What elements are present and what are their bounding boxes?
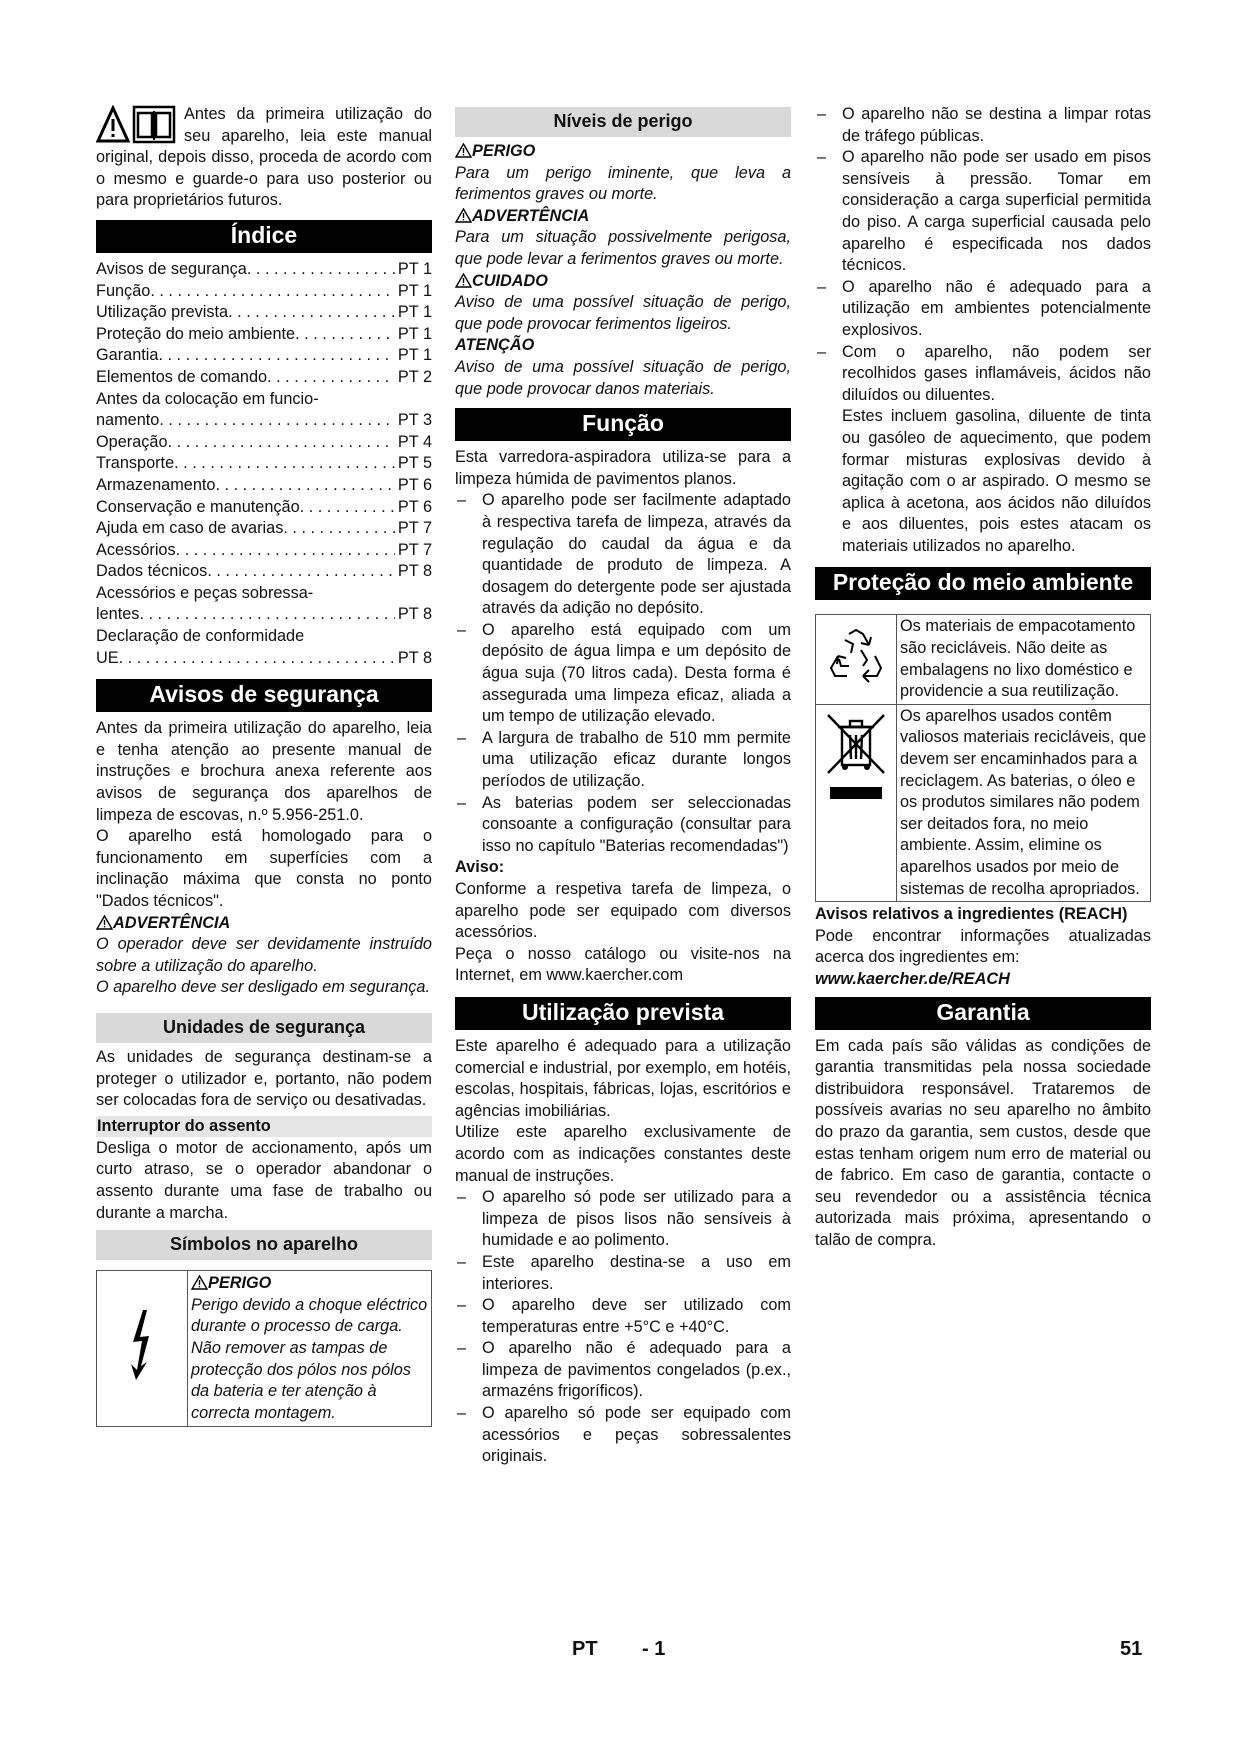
environment-table	[815, 614, 1151, 902]
list-item: – O aparelho está equipado com um depósito de água limpa e um depósito de água suja (70 litros cada). Desta forma é assegurada uma limpeza eficaz, aliada a um tempo de utilização elevado.	[455, 620, 791, 728]
intended-use-p1: Este aparelho é adequado para a utilização comercial e industrial, por exemplo, em hotéis, escolas, hospitais, fábricas, lojas, escritórios e agências imobiliárias.	[455, 1036, 791, 1120]
toc-item-label: Garantia	[96, 346, 159, 365]
reach-link[interactable]: www.kaercher.de/REACH	[815, 969, 1010, 988]
function-list	[455, 490, 791, 857]
toc-item[interactable]	[96, 345, 432, 367]
danger-level-text: Aviso de uma possível situação de perigo, que pode provocar ferimentos ligeiros.	[455, 293, 791, 333]
intro-text: Antes da primeira utilização do seu aparelho, leia este manual original, depois disso, proceda de acordo com o mesmo e guarde-o para uso posterior ou para proprietários futuros.	[96, 105, 432, 210]
function-note-2: Peça o nosso catálogo ou visite-nos na Internet, em www.kaercher.com	[455, 944, 791, 985]
toc-item[interactable]	[96, 281, 432, 303]
toc-item-page: PT 2	[397, 367, 432, 386]
danger-levels-list	[455, 141, 791, 400]
warning-icon	[455, 273, 472, 288]
danger-level-text: Aviso de uma possível situação de perigo, que pode provocar danos materiais.	[455, 357, 791, 398]
toc-item-page: PT 1	[397, 259, 432, 278]
seat-switch-heading: Interruptor do assento	[96, 1116, 432, 1137]
toc-item-page: PT 8	[397, 605, 432, 624]
toc-item[interactable]	[96, 259, 432, 281]
intended-use-extra: Estes incluem gasolina, diluente de tinta ou gasóleo de aquecimento, que podem formar misturas explosivas devido à agitação com o ar aspirado. O mesmo se aplica à acetona, aos ácidos não diluídos e aos diluentes, pois estes atacam os materiais utilizados no aparelho.	[842, 407, 1151, 555]
toc-item[interactable]	[96, 604, 432, 626]
intended-use-list-continued	[815, 104, 1151, 406]
recycling-symbol-cell	[816, 615, 897, 704]
danger-level-label: PERIGO	[455, 141, 791, 163]
list-item: – O aparelho não se destina a limpar rotas de tráfego públicas.	[815, 104, 1151, 147]
danger-level-label: CUIDADO	[455, 271, 791, 293]
toc-item[interactable]	[96, 367, 432, 389]
column-middle	[455, 104, 791, 1468]
danger-level-text: Para um perigo iminente, que leva a ferimentos graves ou morte.	[455, 163, 791, 204]
toc-item[interactable]	[96, 302, 432, 324]
lightning-bolt-icon	[127, 1308, 157, 1382]
toc-item-label: Proteção do meio ambiente	[96, 324, 296, 343]
list-item: – As baterias podem ser seleccionadas consoante a configuração (consultar para isso no capítulo "Baterias recomendadas")	[455, 793, 791, 858]
toc-item-label: lentes	[96, 605, 140, 624]
danger-levels-heading: Níveis de perigo	[455, 107, 791, 137]
toc-item-page: PT 7	[397, 519, 432, 538]
toc-item-page: PT 5	[397, 454, 432, 473]
crossed-out-bin-icon	[824, 711, 888, 807]
intended-use-list	[455, 1187, 791, 1468]
toc-item[interactable]	[96, 324, 432, 346]
toc-item-page: PT 4	[397, 432, 432, 451]
danger-level-label: ADVERTÊNCIA	[455, 206, 791, 228]
toc-item-label: Utilização prevista	[96, 303, 229, 322]
safety-p2: O aparelho está homologado para o funcionamento em superfícies com a inclinação máxima que consta no ponto "Dados técnicos".	[96, 827, 432, 910]
footer-language: PT	[572, 1638, 598, 1660]
environment-heading: Proteção do meio ambiente	[815, 567, 1151, 600]
symbols-table	[96, 1270, 432, 1427]
toc-item-label: Ajuda em caso de avarias	[96, 519, 284, 538]
toc-item-label: Dados técnicos	[96, 562, 208, 581]
electric-shock-symbol-cell	[97, 1271, 188, 1427]
function-note-1: Conforme a respetiva tarefa de limpeza, o aparelho pode ser equipado com diversos acessórios.	[455, 880, 791, 942]
toc-item-label: Acessórios	[96, 540, 176, 559]
toc-item[interactable]	[96, 453, 432, 475]
safety-warning-2: O aparelho deve ser desligado em segurança.	[96, 978, 430, 997]
intended-use-p2: Utilize este aparelho exclusivamente de acordo com as indicações constantes deste manual de instruções.	[455, 1123, 791, 1185]
warning-icon	[455, 208, 472, 223]
electric-shock-text-cell: PERIGO Perigo devido a choque eléctrico durante o processo de carga. Não remover as tampas de protecção dos pólos nos pólos da bateria e ter atenção à correcta montagem.	[188, 1271, 432, 1427]
function-note-label: Aviso:	[455, 858, 505, 877]
reach-heading: Avisos relativos a ingredientes (REACH)	[815, 905, 1128, 924]
danger-level-label: ATENÇÃO	[455, 336, 535, 355]
column-left	[96, 104, 432, 1427]
toc-heading: Índice	[96, 220, 432, 253]
danger-level-text: Para um situação possivelmente perigosa, que pode levar a ferimentos graves ou morte.	[455, 228, 791, 268]
reach-text: Pode encontrar informações atualizadas acerca dos ingredientes em:	[815, 926, 1151, 967]
list-item: – O aparelho pode ser facilmente adaptado à respectiva tarefa de limpeza, através da regulação do caudal da água e da quantidade de produto de limpeza. A dosagem do detergente pode ser ajustada através da adição no depósito.	[455, 490, 791, 620]
safety-p1: Antes da primeira utilização do aparelho, leia e tenha atenção ao presente manual de instruções e brochura anexa referente aos avisos de segurança dos aparelhos de limpeza de escovas, n.º 5.956-251.0.	[96, 719, 432, 824]
footer-page-number: 51	[1120, 1638, 1143, 1660]
toc-item-label: Função	[96, 281, 151, 300]
recycling-text-cell: Os materiais de empacotamento são recicláveis. Não deite as embalagens no lixo doméstico e providencie a sua reutilização.	[897, 615, 1151, 704]
function-heading: Função	[455, 408, 791, 441]
safety-heading: Avisos de segurança	[96, 679, 432, 712]
toc-item-label-line: Antes da colocação em funcio-	[96, 389, 319, 408]
intended-use-heading: Utilização prevista	[455, 997, 791, 1030]
footer-relative-page: - 1	[642, 1638, 666, 1660]
toc-item-page: PT 1	[397, 324, 432, 343]
warning-icon	[455, 143, 472, 158]
warning-triangle-icon	[98, 108, 128, 141]
safety-units-heading: Unidades de segurança	[96, 1013, 432, 1043]
symbols-heading: Símbolos no aparelho	[96, 1230, 432, 1260]
column-right	[815, 104, 1151, 1252]
safety-units-text: As unidades de segurança destinam-se a proteger o utilizador e, portanto, não podem ser colocadas fora de serviço ou desativadas.	[96, 1047, 432, 1110]
toc-item-label: Transporte	[96, 454, 175, 473]
weee-text-cell: Os aparelhos usados contêm valiosos materiais recicláveis, que devem ser encaminhados para a reciclagem. As baterias, o óleo e os produtos similares não podem ser deitados fora, no meio ambiente. Assim, elimine os aparelhos usados por meio de sistemas de recolha apropriados.	[897, 704, 1151, 901]
warning-icon	[96, 915, 113, 930]
recycling-icon	[825, 626, 887, 686]
toc-item-label: Armazenamento	[96, 475, 216, 494]
seat-switch-text: Desliga o motor de accionamento, após um curto atraso, se o operador abandonar o assento durante uma fase de trabalho ou durante a marcha.	[96, 1138, 432, 1222]
table-of-contents	[96, 259, 432, 669]
list-item: – Com o aparelho, não podem ser recolhidos gases inflamáveis, ácidos não diluídos ou diluentes.	[815, 342, 1151, 407]
toc-item-page: PT 6	[397, 475, 432, 494]
toc-item[interactable]	[96, 410, 432, 432]
weee-symbol-cell	[816, 704, 897, 901]
toc-item-page: PT 1	[397, 346, 432, 365]
toc-item[interactable]	[96, 540, 432, 562]
toc-item-label-line: Acessórios e peças sobressa-	[96, 583, 314, 602]
toc-item-page: PT 8	[397, 562, 432, 581]
toc-item-label: Conservação e manutenção	[96, 497, 300, 516]
list-item: – Este aparelho destina-se a uso em interiores.	[455, 1252, 791, 1295]
toc-item-label: Operação	[96, 432, 168, 451]
list-item: – O aparelho só pode ser equipado com acessórios e peças sobressalentes originais.	[455, 1403, 791, 1468]
list-item: – A largura de trabalho de 510 mm permite uma utilização eficaz durante longos períodos de utilização.	[455, 728, 791, 793]
toc-item[interactable]	[96, 561, 432, 583]
safety-warning-1: O operador deve ser devidamente instruído sobre a utilização do aparelho.	[96, 935, 432, 975]
toc-item-page: PT 7	[397, 540, 432, 559]
toc-item-label: namento	[96, 411, 160, 430]
list-item: – O aparelho não pode ser usado em pisos sensíveis à pressão. Tomar em consideração a carga superficial permitida do piso. A carga superficial causada pelo aparelho é especificada nos dados técnicos.	[815, 147, 1151, 277]
list-item: – O aparelho só pode ser utilizado para a limpeza de pisos lisos não sensíveis à humidade e ao polimento.	[455, 1187, 791, 1252]
toc-item-page: PT 1	[397, 303, 432, 322]
toc-item[interactable]	[96, 432, 432, 454]
list-item: – O aparelho não é adequado para a limpeza de pavimentos congelados (p.ex., armazéns frigoríficos).	[455, 1338, 791, 1403]
toc-item-label: Elementos de comando	[96, 367, 268, 386]
toc-item[interactable]	[96, 497, 432, 519]
toc-item-label-line: Declaração de conformidade	[96, 627, 305, 646]
function-intro: Esta varredora-aspiradora utiliza-se para a limpeza húmida de pavimentos planos.	[455, 448, 791, 488]
warning-icon	[191, 1275, 208, 1290]
warranty-text: Em cada país são válidas as condições de garantia transmitidas pela nossa sociedade distribuidora responsável. Trataremos de possíveis avarias no seu aparelho no âmbito do prazo da garantia, sem custos, desde que estas tenham origem num erro de material ou de fabrico. Em caso de garantia, contacte o seu revendedor ou a assistência técnica autorizada mais próxima, apresentando o talão de compra.	[815, 1036, 1151, 1249]
toc-item-label: UE	[96, 648, 119, 667]
toc-item-page: PT 8	[397, 648, 432, 667]
list-item: – O aparelho não é adequado para a utilização em ambientes potencialmente explosivos.	[815, 277, 1151, 342]
toc-item-page: PT 1	[397, 281, 432, 300]
read-manual-icons	[96, 105, 180, 147]
safety-warning-label: ADVERTÊNCIA	[96, 913, 432, 935]
intro-paragraph	[96, 104, 432, 212]
manual-book-icon	[134, 107, 174, 142]
toc-item[interactable]	[96, 518, 432, 540]
toc-item-page: PT 6	[397, 497, 432, 516]
toc-item[interactable]	[96, 648, 432, 670]
list-item: – O aparelho deve ser utilizado com temperaturas entre +5°C e +40°C.	[455, 1295, 791, 1338]
toc-item[interactable]	[96, 475, 432, 497]
toc-item-label: Avisos de segurança	[96, 259, 247, 278]
warranty-heading: Garantia	[815, 997, 1151, 1030]
toc-item-page: PT 3	[397, 411, 432, 430]
